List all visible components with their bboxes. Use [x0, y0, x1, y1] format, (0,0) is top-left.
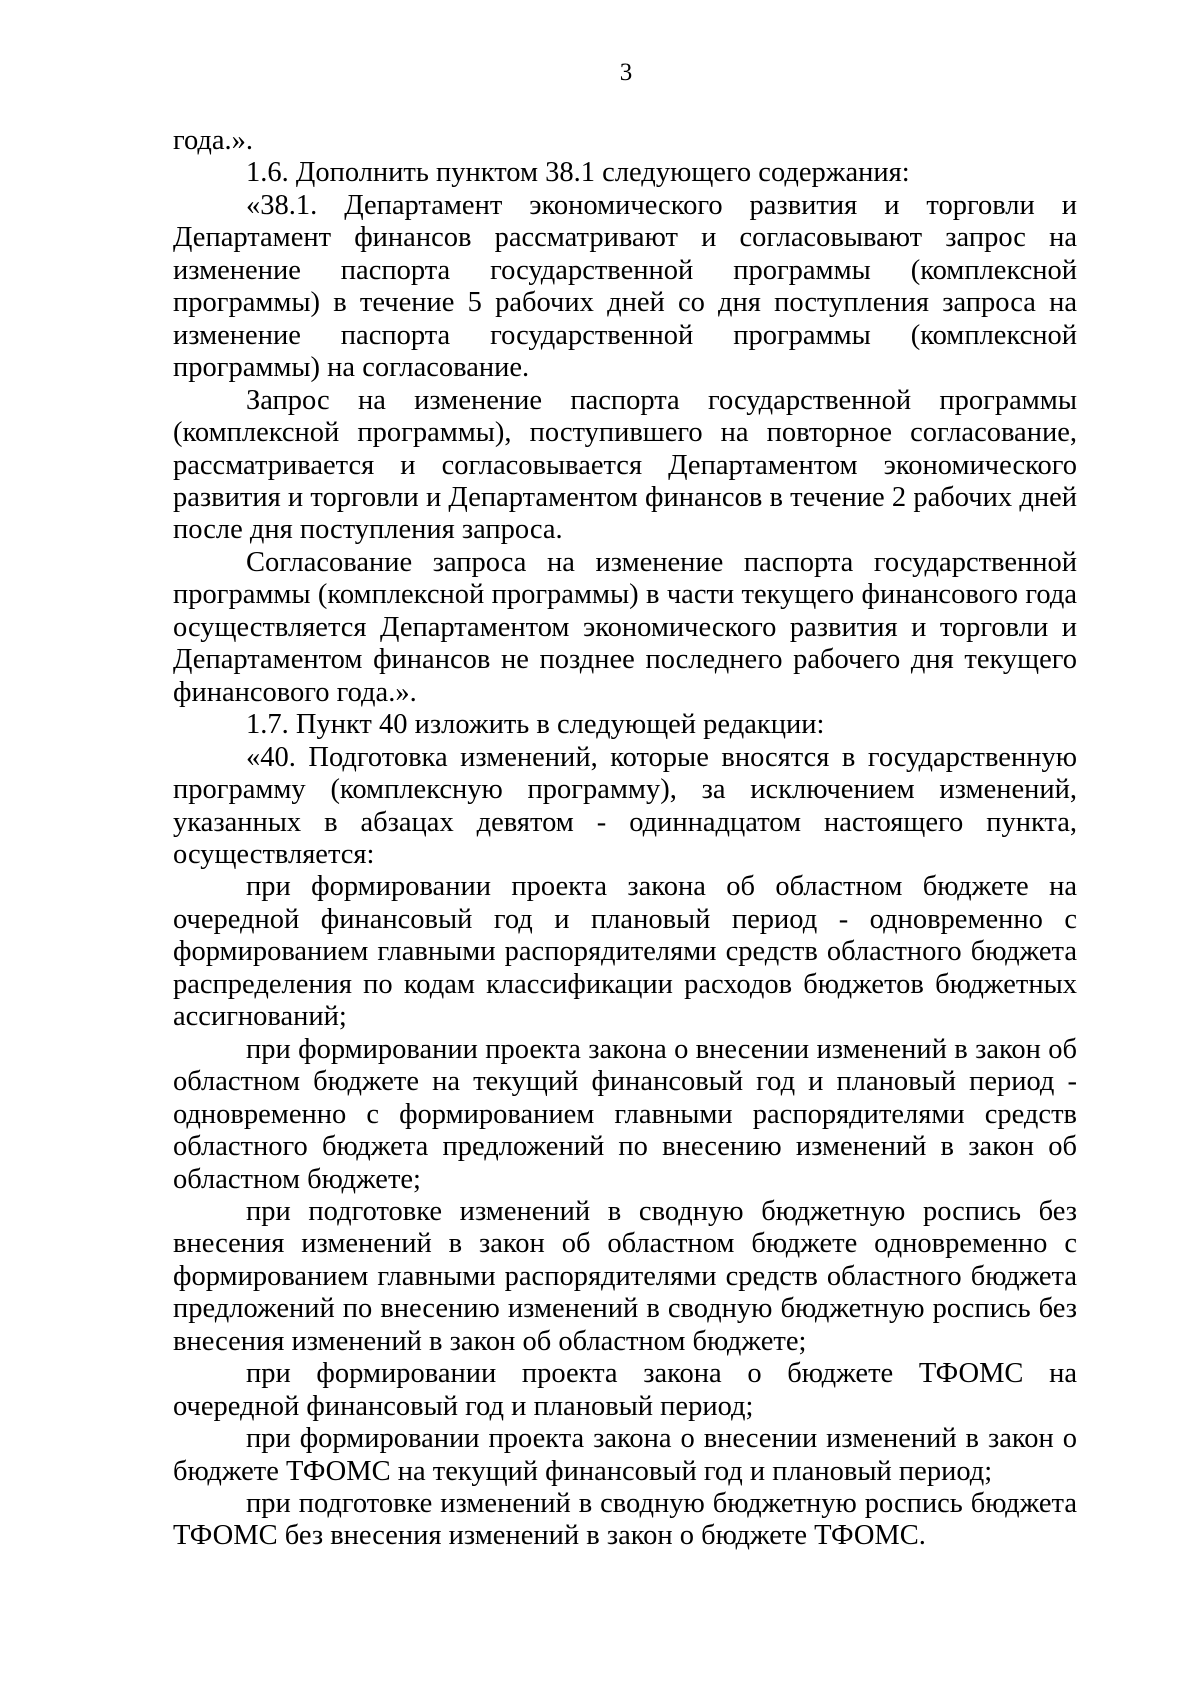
paragraph-item-1-7: 1.7. Пункт 40 изложить в следующей редакции:	[246, 709, 825, 741]
page-number: 3	[619, 59, 633, 86]
paragraph-list-item: при формировании проекта закона о внесении изменений в закон о бюджете ТФОМС на текущий финансовый год и плановый период;	[173, 1423, 1077, 1487]
paragraph-list-item: при подготовке изменений в сводную бюджетную роспись бюджета ТФОМС без внесения изменений в закон о бюджете ТФОМС.	[173, 1488, 1077, 1552]
paragraph-item-1-6: 1.6. Дополнить пунктом 38.1 следующего содержания:	[246, 157, 910, 189]
paragraph-list-item: при формировании проекта закона о внесении изменений в закон об областном бюджете на текущий финансовый год и плановый период - одновременно с формированием главными распорядителями средств областного бюджета предложений по внесению изменений в закон об областном бюджете;	[173, 1033, 1077, 1195]
paragraph-list-item: при формировании проекта закона об областном бюджете на очередной финансовый год и плановый период - одновременно с формированием главными распорядителями средств областного бюджета распределения по кодам классификации расходов бюджетов бюджетных ассигнований;	[173, 871, 1077, 1033]
paragraph-clause-40: «40. Подготовка изменений, которые вносятся в государственную программу (комплексную программу), за исключением изменений, указанных в абзацах девятом - одиннадцатом настоящего пункта, осуществляется:	[173, 741, 1077, 870]
paragraph-continuation: года.».	[173, 125, 254, 156]
paragraph-repeat-approval: Запрос на изменение паспорта государственной программы (комплексной программы), поступившего на повторное согласование, рассматривается и согласовывается Департаментом экономического развития и торговли и Департаментом финансов в течение 2 рабочих дней после дня поступления запроса.	[173, 384, 1077, 546]
document-body	[173, 125, 1077, 1553]
paragraph-list-item: при подготовке изменений в сводную бюджетную роспись без внесения изменений в закон об областном бюджете одновременно с формированием главными распорядителями средств областного бюджета предложений по внесению изменений в сводную бюджетную роспись без внесения изменений в закон об областном бюджете;	[173, 1195, 1077, 1357]
paragraph-list-item: при формировании проекта закона о бюджете ТФОМС на очередной финансовый год и плановый период;	[173, 1358, 1077, 1422]
paragraph-current-year-approval: Согласование запроса на изменение паспорта государственной программы (комплексной программы) в части текущего финансового года осуществляется Департаментом экономического развития и торговли и Департаментом финансов не позднее последнего рабочего дня текущего финансового года.».	[173, 546, 1077, 708]
paragraph-clause-38-1: «38.1. Департамент экономического развития и торговли и Департамент финансов рассматривают и согласовывают запрос на изменение паспорта государственной программы (комплексной программы) в течение 5 рабочих дней со дня поступления запроса на изменение паспорта государственной программы (комплексной программы) на согласование.	[173, 189, 1077, 384]
